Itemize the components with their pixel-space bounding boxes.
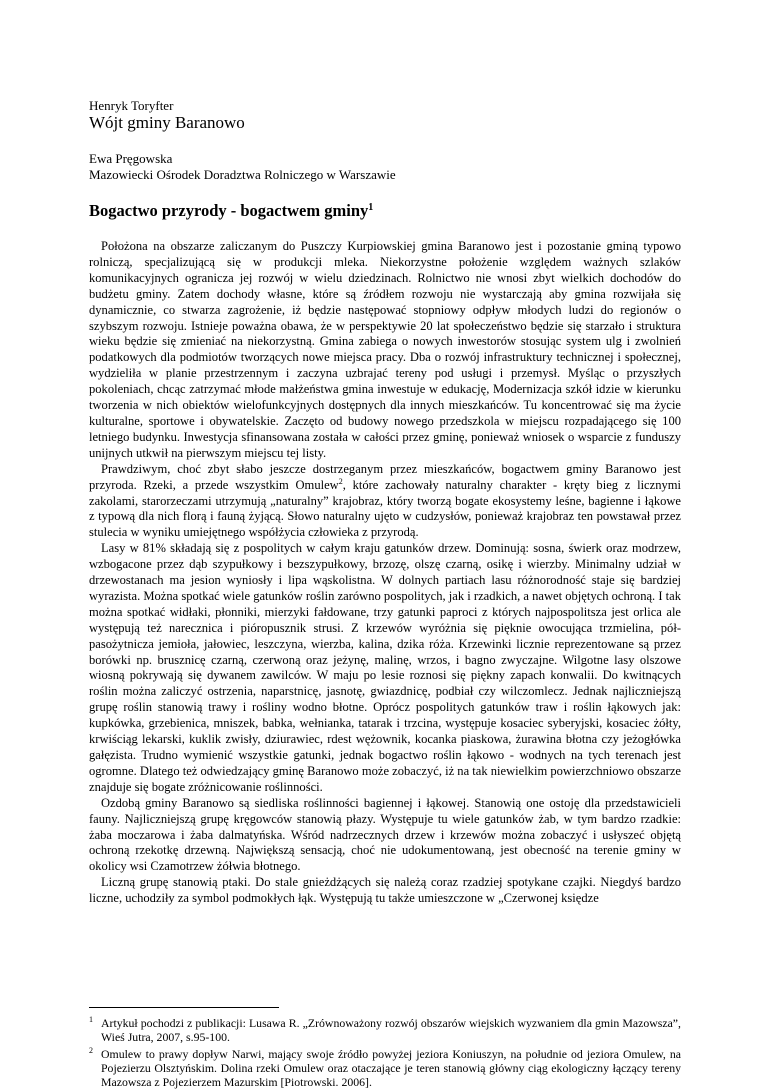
footnotes (89, 1016, 681, 1089)
article-body (89, 239, 681, 907)
author-name-2: Ewa Pręgowska (89, 151, 173, 166)
paragraph-5: Liczną grupę stanowią ptaki. Do stale gnieżdżących się należą coraz rzadziej spotykane czajki. Niegdyś bardzo liczne, uchodziły za symbol podmokłych łąk. Występują tu także umieszczone w „Czerwonej księdze (89, 875, 681, 906)
footnote-1 (89, 1016, 681, 1045)
footnote-1-mark: 1 (89, 1015, 93, 1024)
paragraph-2 (89, 462, 681, 542)
paragraph-4: Ozdobą gminy Baranowo są siedliska roślinności bagiennej i łąkowej. Stanowią one ostoję dla przedstawicieli fauny. Najliczniejszą grupę kręgowców stanowią płazy. Występuje tu wiele gatunków żab, w tym bardzo rzadkie: żaba moczarowa i żaba dalmatyńska. Wśród nadrzecznych drzew i krzewów można zobaczyć i usłyszeć objętą ochroną rzekotkę drzewną. Największą sensacją, choć nie udokumentowaną, jest obecność na terenie gminy w okolicy wsi Czamotrzew żółwia błotnego. (89, 795, 681, 874)
footnote-1-text: Artykuł pochodzi z publikacji: Lusawa R. „Zrównoważony rozwój obszarów wiejskich wyzwaniem dla gmin Mazowsza”, Wieś Jutra, 2007, s.95-100. (101, 1016, 681, 1045)
paragraph-2-part-2: , które zachowały naturalny charakter - kręty bieg z licznymi zakolami, starorzeczami utrzymują „naturalny” krajobraz, który tworzą bogate ekosystemy leśne, bagienne i łąkowe z typową dla nich florą i fauną żyjącą. Słowo naturalny ujęto w cudzysłów, ponieważ krajobraz ten powstawał przez stulecia w wyniku umiejętnego współżycia człowieka z przyrodą. (89, 477, 681, 540)
footnote-2 (89, 1047, 681, 1089)
author-institution-2: Mazowiecki Ośrodek Doradztwa Rolniczego w Warszawie (89, 167, 396, 182)
paragraph-2-part-1: Prawdziwym, choć zbyt słabo jeszcze dostrzeganym przez mieszkańców, bogactwem gminy Baranowo jest przyroda. Rzeki, a przede wszystkim Omulew (89, 461, 681, 492)
paragraph-3: Lasy w 81% składają się z pospolitych w całym kraju gatunków drzew. Dominują: sosna, świerk oraz modrzew, wzbogacone przez dąb szypułkowy i bezszypułkowy, brzozę, olszę czarną, osikę i wierzby. Minimalny udział w drzewostanach ma jesion wyniosły i lipa wąskolistna. W dolnych partiach lasu różnorodność staje się bardziej wyrazista. Można spotkać wiele gatunków roślin zarówno pospolitych, jak i rzadkich, a nawet objętych ochroną. I tak można spotkać widłaki, płonniki, mierzyki fałdowane, trzy gatunki paproci z których najpospolitsza jest orlica ale występują też narecznica i pióropusznik strusi. Z krzewów wyróżnia się pięknie owocująca trzmielina, pół-pasożytnicza jemioła, jałowiec, leszczyna, wierzba, kalina, dzika róża. Krzewinki licznie reprezentowane są przez borówki np. brusznicę czarną, czerwoną oraz jeżynę, malinę, wrzos, i bagno zwyczajne. Wilgotne lasy olszowe wiosną pokrywają się dywanem zawilców. W maju po lesie roznosi się piękny zapach konwalii. Do kwitnących roślin można zaliczyć ostrzenia, naparstnicę, jasnotę, gwiazdnicę, podbiał czy wilczomlecz. Jednak najliczniejszą grupę roślin stanowią trawy i rośliny wodno błotne. Oprócz pospolitych gatunków traw i roślin łąkowych jak: kupkówka, grzebienica, mniszek, babka, wełnianka, tatarak i trzcina, występuje kosaciec syberyjski, kosaciec żółty, krwiściąg lekarski, kuklik zwisły, dziurawiec, rdest wężownik, kocanka piaskowa, żurawina błotna czy jeżogłówka gałęzista. Trudno wymienić wszystkie gatunki, jednak bogactwo roślin łąkowo - wodnych na tych terenach jest ogromne. Dlatego też odwiedzający gminę Baranowo może zobaczyć, iż na tak niewielkim powierzchniowo obszarze znajduje się bogate zróżnicowanie roślinności. (89, 541, 681, 794)
footnote-ref-1[interactable]: 1 (368, 202, 374, 213)
paragraph-1: Położona na obszarze zaliczanym do Puszczy Kurpiowskiej gmina Baranowo jest i pozostanie gminą typowo rolniczą, specjalizującą się w produkcji mleka. Niekorzystne położenie względem ważnych szlaków komunikacyjnych ogranicza jej rozwój w wielu dziedzinach. Rolnictwo nie wnosi zbyt wielkich dochodów do budżetu gminy. Zatem dochody własne, które są źródłem rozwoju nie wystarczają aby gmina rozwijała się dynamicznie, co stwarza zagrożenie, iż będzie następować stopniowy odpływ młodych ludzi do regionów o szybszym rozwoju. Istnieje poważna obawa, że w perspektywie 20 lat społeczeństwo będzie się starzało i struktura wieku będzie się zmieniać na niekorzystną. Gmina zabiega o nowych inwestorów stosując system ulg i zwolnień podatkowych dla podmiotów tworzących nowe miejsca pracy. Dba o rozwój infrastruktury technicznej i społecznej, wydzieliła w planie przestrzennym i zaczyna uzbrajać tereny pod usługi i przemysł. Myśląc o przyszłych pokoleniach, chcąc zatrzymać młode małżeństwa gmina inwestuje w edukację, Modernizacja szkół idzie w kierunku tworzenia w nich obiektów wielofunkcyjnych dostępnych dla innych mieszkańców. Tu koncentrować się ma życie kulturalne, sportowe i obywatelskie. Zaczęto od budowy nowego przedszkola w miejscu rozpadającego się 100 letniego budynku. Inwestycja sfinansowana została w całości przez gminę, ponieważ wniosek o wsparcie z funduszy unijnych utkwił na pierwszym miejscu tej listy. (89, 239, 681, 460)
author-name-1: Henryk Toryfter (89, 98, 174, 113)
footnote-2-text: Omulew to prawy dopływ Narwi, mający swoje źródło powyżej jeziora Koniuszyn, na południe od jeziora Omulew, na Pojezierzu Olsztyńskim. Dolina rzeki Omulew oraz otaczające je teren stanowią główny ciąg ekologiczny łączący tereny Mazowsza z Pojezierzem Mazurskim [Piotrowski. 2006]. (101, 1046, 681, 1089)
author-title-1: Wójt gminy Baranowo (89, 113, 245, 132)
article-heading (89, 201, 373, 221)
article-heading-text: Bogactwo przyrody - bogactwem gminy (89, 201, 369, 220)
footnote-ref-2[interactable]: 2 (338, 476, 343, 486)
footnote-separator (89, 1007, 279, 1008)
footnote-2-mark: 2 (89, 1045, 93, 1055)
